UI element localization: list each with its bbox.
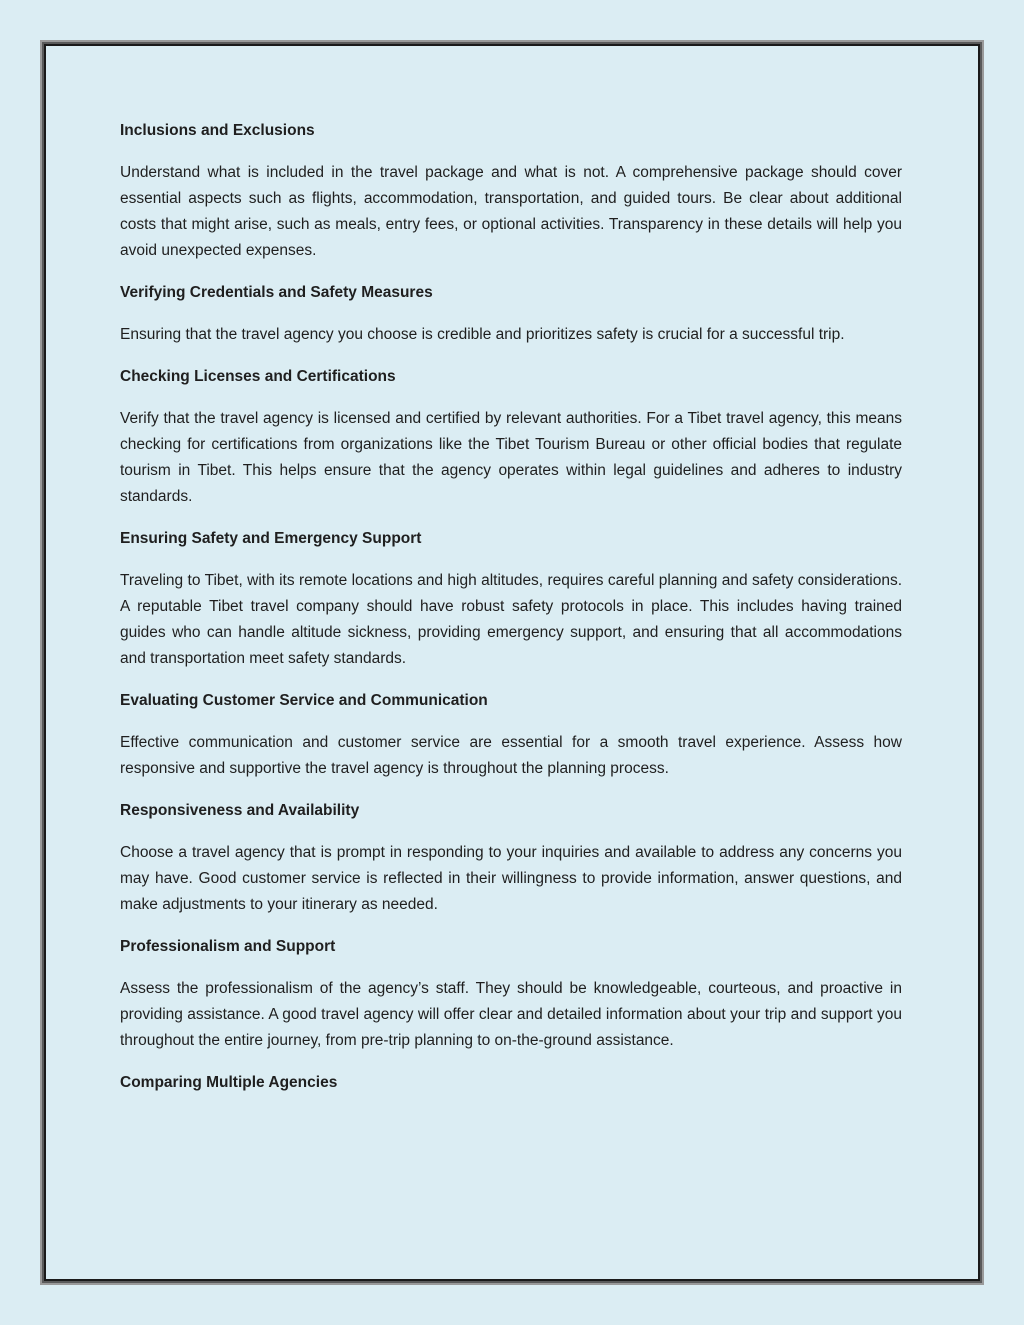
section-paragraph-responsiveness: Choose a travel agency that is prompt in responding to your inquiries and available to address any concerns you may have. Good customer service is reflected in their willingness to provide information, answer questions, and make adjustments to your itinerary as needed. (120, 844, 902, 913)
document-page (44, 44, 980, 1281)
page-border-inner (42, 42, 982, 1283)
section-heading-licenses: Checking Licenses and Certifications (120, 368, 396, 385)
section-paragraph-verifying-credentials: Ensuring that the travel agency you choose is credible and prioritizes safety is crucial for a successful trip. (120, 326, 845, 343)
page-border (40, 40, 984, 1285)
section-heading-professionalism: Professionalism and Support (120, 938, 336, 955)
document-content (120, 118, 902, 1112)
section-heading-verifying-credentials: Verifying Credentials and Safety Measures (120, 284, 433, 301)
section-heading-inclusions: Inclusions and Exclusions (120, 122, 315, 139)
section-paragraph-licenses: Verify that the travel agency is licensed and certified by relevant authorities. For a Tibet travel agency, this means checking for certifications from organizations like the Tibet Tourism Bureau or other official bodies that regulate tourism in Tibet. This helps ensure that the agency operates within legal guidelines and adheres to industry standards. (120, 410, 902, 505)
section-heading-customer-service: Evaluating Customer Service and Communication (120, 692, 488, 709)
section-paragraph-professionalism: Assess the professionalism of the agency’s staff. They should be knowledgeable, courteous, and proactive in providing assistance. A good travel agency will offer clear and detailed information about your trip and support you throughout the entire journey, from pre-trip planning to on-the-ground assistance. (120, 980, 902, 1049)
section-paragraph-safety: Traveling to Tibet, with its remote locations and high altitudes, requires careful planning and safety considerations. A reputable Tibet travel company should have robust safety protocols in place. This includes having trained guides who can handle altitude sickness, providing emergency support, and ensuring that all accommodations and transportation meet safety standards. (120, 572, 902, 667)
section-paragraph-customer-service: Effective communication and customer service are essential for a smooth travel experience. Assess how responsive and supportive the travel agency is throughout the planning process. (120, 734, 902, 777)
section-paragraph-inclusions: Understand what is included in the travel package and what is not. A comprehensive package should cover essential aspects such as flights, accommodation, transportation, and guided tours. Be clear about additional costs that might arise, such as meals, entry fees, or optional activities. Transparency in these details will help you avoid unexpected expenses. (120, 164, 902, 259)
section-heading-comparing-agencies: Comparing Multiple Agencies (120, 1074, 338, 1091)
section-heading-safety: Ensuring Safety and Emergency Support (120, 530, 422, 547)
section-heading-responsiveness: Responsiveness and Availability (120, 802, 360, 819)
